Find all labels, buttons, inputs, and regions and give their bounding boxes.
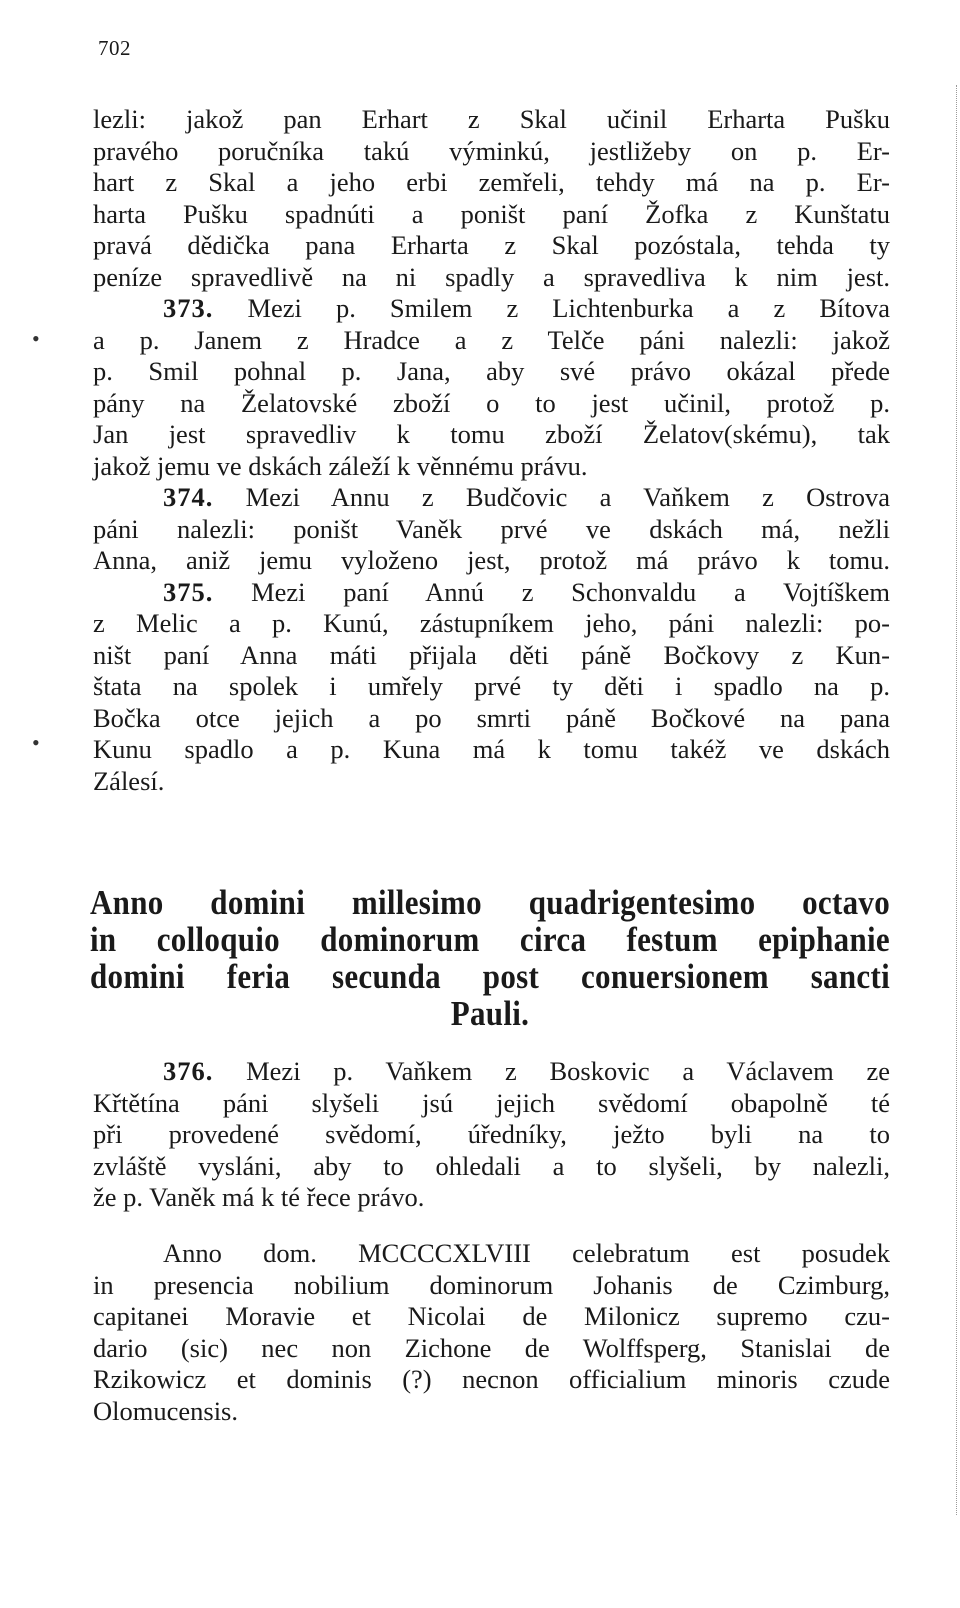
- heading-line: domini feria secunda post conuersionem sancti: [90, 956, 890, 996]
- entry-text: Mezi p. Vaňkem z Boskovic a Václavem ze: [213, 1056, 890, 1086]
- entry-text: Mezi Annu z Budčovic a Vaňkem z Ostrova: [213, 482, 890, 512]
- text-line: Olomucensis.: [93, 1395, 238, 1426]
- text-line: Rzikowicz et dominis (?) necnon officialium minoris czude: [93, 1364, 890, 1394]
- text-line: pravá dědička pana Erharta z Skal pozóstala, tehda ty: [93, 230, 890, 260]
- entry-number: 373.: [163, 293, 214, 323]
- text-line: Kunu spadlo a p. Kuna má k tomu takéž ve dskách: [93, 734, 890, 764]
- entry-374-first-line: [93, 482, 890, 514]
- final-paragraph: [93, 1238, 890, 1427]
- text-block-upper: [93, 104, 890, 797]
- text-line: zvláště vysláni, aby to ohledali a to slyšeli, by nalezli,: [93, 1150, 890, 1181]
- heading-line: in colloquio dominorum circa festum epiphanie: [90, 919, 890, 960]
- entry-number: 374.: [163, 482, 214, 512]
- entry-text: Mezi p. Smilem z Lichtenburka a z Bítova: [213, 293, 890, 323]
- margin-mark: •: [32, 326, 40, 351]
- entry-375-first-line: [93, 577, 890, 609]
- text-line: z Melic a p. Kunú, zástupníkem jeho, páni nalezli: po-: [93, 608, 890, 638]
- text-line: hart z Skal a jeho erbi zemřeli, tehdy má na p. Er-: [93, 167, 890, 197]
- text-line: in presencia nobilium dominorum Johanis de Czimburg,: [93, 1269, 890, 1300]
- text-line: Křtětína páni slyšeli jsú jejich svědomí obapolně té: [93, 1087, 890, 1118]
- text-line: peníze spravedlivě na ni spadly a spravedliva k nim jest.: [93, 261, 890, 292]
- text-line: harta Pušku spadnúti a poništ paní Žofka z Kunštatu: [93, 198, 890, 229]
- text-line: Bočka otce jejich a po smrti páně Bočkové na pana: [93, 702, 890, 733]
- entry-376-first-line: [93, 1056, 890, 1088]
- heading-line: Anno domini millesimo quadrigentesimo octavo: [90, 882, 890, 923]
- text-line: Zálesí.: [93, 765, 165, 796]
- text-line: capitanei Moravie et Nicolai de Milonicz supremo czu-: [93, 1301, 890, 1331]
- entry-text: Mezi paní Annú z Schonvaldu a Vojtíškem: [213, 576, 890, 607]
- entry-number: 376.: [163, 1056, 214, 1086]
- page-edge-divider: [954, 85, 957, 1515]
- text-line: p. Smil pohnal p. Jana, aby své právo okázal přede: [93, 356, 890, 386]
- text-line: že p. Vaněk má k té řece právo.: [93, 1182, 425, 1212]
- section-heading: [90, 884, 890, 1032]
- text-line: páni nalezli: poništ Vaněk prvé ve dskách má, nežli: [93, 513, 890, 544]
- text-line: pány na Želatovské zboží o to jest učinil, protož p.: [93, 387, 890, 418]
- entry-373-first-line: [93, 293, 890, 325]
- entry-number: 375.: [163, 576, 214, 607]
- text-line: dario (sic) nec non Zichone de Wolffsperg, Stanislai de: [93, 1332, 890, 1363]
- page-number: 702: [98, 36, 131, 60]
- text-line: Anna, aniž jemu vyloženo jest, protož má právo k tomu.: [93, 545, 890, 575]
- text-line: a p. Janem z Hradce a z Telče páni nalezli: jakož: [93, 324, 890, 355]
- margin-mark: •: [32, 730, 40, 755]
- heading-line: Pauli.: [450, 993, 530, 1033]
- text-block-lower: [93, 1056, 890, 1214]
- text-line: jakož jemu ve dskách záleží k věnnému právu.: [93, 450, 588, 481]
- text-line: při provedené svědomí, úředníky, ježto byli na to: [93, 1119, 890, 1149]
- text-line: Anno dom. MCCCCXLVIII celebratum est posudek: [163, 1238, 890, 1268]
- text-line: Jan jest spravedliv k tomu zboží Želatov(skému), tak: [93, 419, 890, 449]
- text-line: štata na spolek i umřely prvé ty děti i spadlo na p.: [93, 671, 890, 701]
- text-line: pravého poručníka takú výminkú, jestližeby on p. Er-: [93, 135, 890, 166]
- text-line: ništ paní Anna máti přijala děti páně Bočkovy z Kun-: [93, 639, 890, 670]
- text-line: lezli: jakož pan Erhart z Skal učinil Erharta Pušku: [93, 104, 890, 134]
